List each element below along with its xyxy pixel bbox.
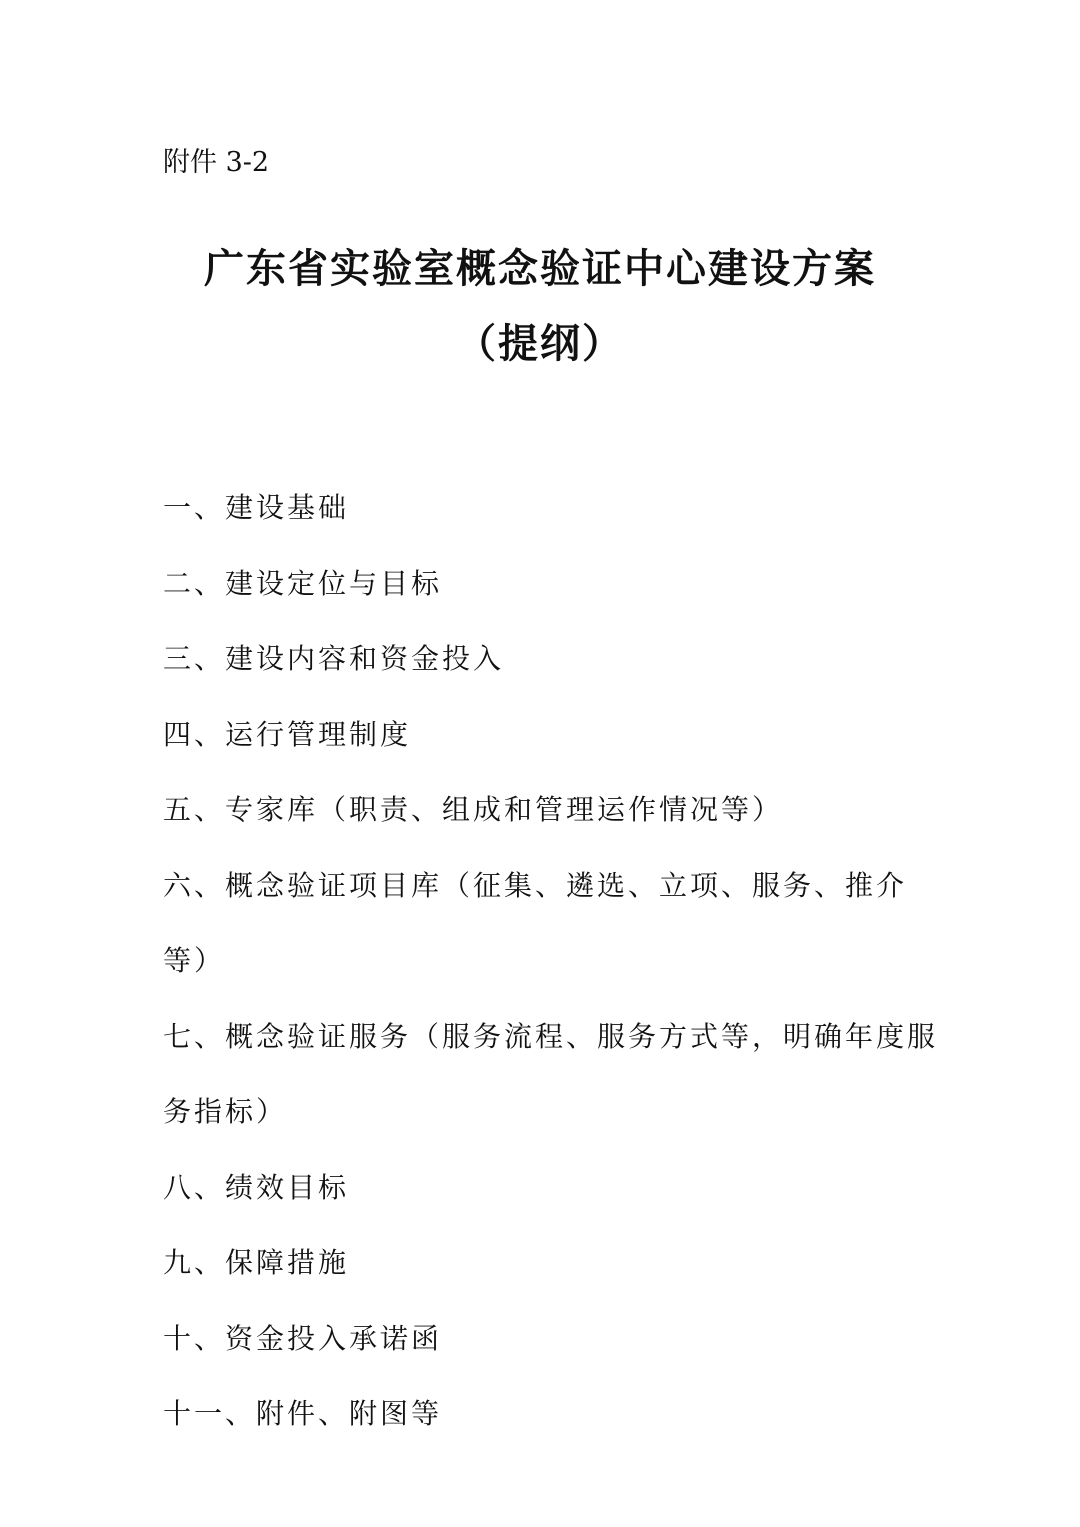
document-subtitle: （提纲） — [456, 321, 624, 367]
outline-item-3: 三、建设内容和资金投入 — [163, 642, 505, 675]
outline-item-2: 二、建设定位与目标 — [163, 566, 443, 600]
outline-item-8: 八、绩效目标 — [163, 1170, 350, 1204]
outline-item-10: 十、资金投入承诺函 — [163, 1321, 443, 1355]
outline-item-6: 六、概念验证项目库（征集、遴选、立项、服务、推介等） — [163, 868, 908, 977]
outline-item-1: 一、建设基础 — [163, 491, 350, 524]
outline-item-5: 五、专家库（职责、组成和管理运作情况等） — [163, 793, 784, 826]
outline-item-11: 十一、附件、附图等 — [163, 1397, 443, 1430]
outline-list — [163, 470, 943, 1452]
document-title: 广东省实验室概念验证中心建设方案 — [204, 246, 876, 292]
outline-item-4: 四、运行管理制度 — [163, 717, 412, 751]
attachment-label: 附件 3-2 — [163, 147, 270, 178]
outline-item-7: 七、概念验证服务（服务流程、服务方式等，明确年度服务指标） — [163, 1019, 939, 1128]
outline-item-9: 九、保障措施 — [163, 1246, 350, 1279]
